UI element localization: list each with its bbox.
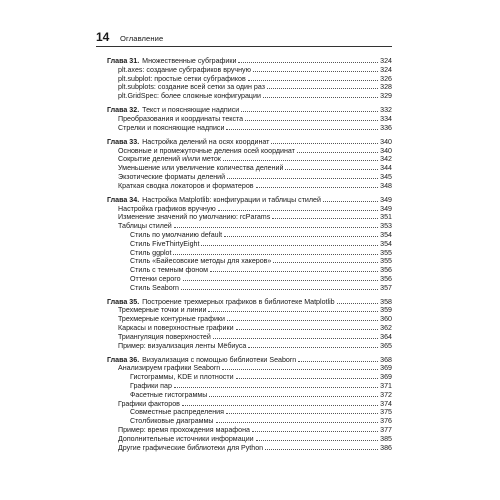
entry-page-number: 386: [380, 443, 392, 452]
chapter-title: Визуализация с помощью библиотеки Seaborn: [142, 355, 297, 364]
entry-title: Стиль с темным фоном: [130, 266, 209, 275]
entry-title: Стиль FiveThirtyEight: [130, 239, 200, 248]
toc-entry[interactable]: [107, 75, 392, 84]
toc-entry[interactable]: [107, 306, 392, 315]
toc-entry[interactable]: [107, 315, 392, 324]
chapter-page-number: 332: [380, 106, 392, 115]
entry-title: Пример: визуализация ленты Мёбиуса: [118, 341, 247, 350]
entry-title: Триангуляция поверхностей: [118, 332, 211, 341]
dot-leader: [174, 387, 378, 388]
dot-leader: [265, 449, 378, 450]
entry-page-number: 371: [380, 382, 392, 391]
toc-entry[interactable]: [107, 231, 392, 240]
entry-page-number: 359: [380, 306, 392, 315]
toc-entry[interactable]: [107, 83, 392, 92]
entry-title: Совместные распределения: [130, 408, 224, 417]
dot-leader: [183, 280, 379, 281]
toc-entry[interactable]: [107, 391, 392, 400]
entry-page-number: 355: [380, 248, 392, 257]
toc-chapter-heading[interactable]: [107, 138, 392, 147]
entry-title: Стиль Seaborn: [130, 283, 179, 292]
dot-leader: [256, 187, 379, 188]
dot-leader: [227, 178, 378, 179]
chapter-title: Текст и поясняющие надписи: [142, 106, 240, 115]
entry-title: Сокрытие делений и/или меток: [118, 155, 221, 164]
dot-leader: [226, 129, 378, 130]
dot-leader: [252, 431, 378, 432]
toc-entry[interactable]: [107, 266, 392, 275]
dot-leader: [213, 338, 378, 339]
dot-leader: [173, 254, 378, 255]
entry-page-number: 345: [380, 172, 392, 181]
entry-page-number: 324: [380, 65, 392, 74]
toc-entry[interactable]: [107, 182, 392, 191]
entry-page-number: 348: [380, 181, 392, 190]
chapter-label: Глава 33.: [107, 137, 140, 146]
entry-title: Дополнительные источники информации: [118, 434, 254, 443]
chapter-page-number: 340: [380, 137, 392, 146]
entry-title: Трехмерные контурные графики: [118, 315, 225, 324]
entry-title: Графики пар: [130, 382, 172, 391]
toc-entry[interactable]: [107, 364, 392, 373]
chapter-label: Глава 35.: [107, 297, 140, 306]
entry-page-number: 375: [380, 408, 392, 417]
chapter-title: Построение трехмерных графиков в библиотеке Matplotlib: [142, 297, 335, 306]
entry-page-number: 364: [380, 332, 392, 341]
entry-page-number: 342: [380, 155, 392, 164]
chapter-label: Глава 31.: [107, 57, 140, 65]
toc-entry[interactable]: [107, 275, 392, 284]
entry-page-number: 340: [380, 146, 392, 155]
toc-entry[interactable]: [107, 435, 392, 444]
page-number: 14: [96, 30, 110, 44]
entry-page-number: 334: [380, 114, 392, 123]
chapter-label: Глава 36.: [107, 355, 140, 364]
dot-leader: [208, 311, 378, 312]
chapter-page-number: 349: [380, 195, 392, 204]
entry-title: Трехмерные точки и линии: [118, 306, 207, 315]
entry-page-number: 354: [380, 230, 392, 239]
chapter-title: Множественные субграфики: [142, 57, 237, 65]
entry-title: Стиль ggplot: [130, 248, 172, 257]
toc-chapter-heading[interactable]: [107, 298, 392, 307]
toc-chapter: [107, 196, 392, 293]
dot-leader: [267, 88, 378, 89]
running-title: Оглавление: [120, 34, 164, 43]
toc-entry[interactable]: [107, 124, 392, 133]
entry-page-number: 344: [380, 164, 392, 173]
chapter-label: Глава 34.: [107, 195, 140, 204]
entry-page-number: 377: [380, 426, 392, 435]
chapter-label: Глава 32.: [107, 106, 140, 115]
dot-leader: [253, 71, 378, 72]
entry-title: Настройка графиков вручную: [118, 204, 216, 213]
entry-page-number: 357: [380, 283, 392, 292]
toc-entry[interactable]: [107, 373, 392, 382]
dot-leader: [256, 440, 379, 441]
dot-leader: [226, 413, 378, 414]
entry-title: Пример: время прохождения марафона: [118, 426, 250, 435]
entry-title: Уменьшение или увеличение количества делений: [118, 164, 284, 173]
running-head: [96, 30, 392, 47]
toc-chapter: [107, 356, 392, 453]
toc-chapter: [107, 106, 392, 132]
dot-leader: [201, 245, 378, 246]
dot-leader: [182, 405, 378, 406]
entry-title: Каркасы и поверхностные графики: [118, 324, 234, 333]
dot-leader: [181, 289, 378, 290]
toc-entry[interactable]: [107, 164, 392, 173]
toc-chapter-heading[interactable]: [107, 196, 392, 205]
toc-entry[interactable]: [107, 382, 392, 391]
entry-page-number: 365: [380, 341, 392, 350]
entry-title: Графики факторов: [118, 399, 180, 408]
entry-title: plt.subplots: создание всей сетки за один раз: [118, 83, 265, 92]
entry-title: Гистограммы, KDE и плотности: [130, 373, 234, 382]
entry-title: Оттенки серого: [130, 274, 181, 283]
dot-leader: [209, 396, 378, 397]
toc-entry[interactable]: [107, 147, 392, 156]
entry-title: Столбиковые диаграммы: [130, 417, 214, 426]
entry-page-number: 355: [380, 257, 392, 266]
dot-leader: [271, 143, 378, 144]
toc-chapter-heading[interactable]: [107, 356, 392, 365]
entry-title: Основные и промежуточные деления осей координат: [118, 146, 295, 155]
table-of-contents: [107, 57, 392, 458]
toc-entry[interactable]: [107, 342, 392, 351]
entry-page-number: 362: [380, 324, 392, 333]
toc-entry[interactable]: [107, 240, 392, 249]
toc-entry[interactable]: [107, 408, 392, 417]
entry-page-number: 328: [380, 83, 392, 92]
entry-page-number: 360: [380, 315, 392, 324]
entry-title: Экзотические форматы делений: [118, 172, 226, 181]
toc-entry[interactable]: [107, 444, 392, 453]
toc-chapter-heading[interactable]: [107, 57, 392, 66]
dot-leader: [224, 236, 378, 237]
dot-leader: [273, 262, 378, 263]
dot-leader: [210, 271, 378, 272]
toc-chapter: [107, 138, 392, 191]
toc-entry[interactable]: [107, 400, 392, 409]
entry-title: plt.axes: создание субграфиков вручную: [118, 65, 251, 74]
dot-leader: [236, 378, 379, 379]
dot-leader: [298, 361, 378, 362]
entry-title: plt.subplot: простые сетки субграфиков: [118, 74, 246, 83]
toc-entry[interactable]: [107, 173, 392, 182]
dot-leader: [238, 62, 378, 63]
entry-page-number: 354: [380, 239, 392, 248]
entry-title: Стрелки и поясняющие надписи: [118, 123, 225, 132]
dot-leader: [263, 97, 378, 98]
chapter-title: Настройка делений на осях координат: [142, 137, 270, 146]
entry-page-number: 349: [380, 204, 392, 213]
toc-entry[interactable]: [107, 257, 392, 266]
toc-entry[interactable]: [107, 155, 392, 164]
toc-entry[interactable]: [107, 324, 392, 333]
dot-leader: [245, 120, 378, 121]
dot-leader: [323, 201, 378, 202]
entry-title: Краткая сводка локаторов и форматеров: [118, 181, 254, 190]
toc-entry[interactable]: [107, 205, 392, 214]
entry-page-number: 336: [380, 123, 392, 132]
chapter-title: Настройка Matplotlib: конфигурации и таблицы стилей: [142, 195, 321, 204]
dot-leader: [241, 111, 378, 112]
toc-entry[interactable]: [107, 284, 392, 293]
dot-leader: [285, 169, 378, 170]
dot-leader: [222, 369, 378, 370]
toc-entry[interactable]: [107, 213, 392, 222]
toc-chapter: [107, 57, 392, 101]
dot-leader: [248, 347, 378, 348]
chapter-page-number: 358: [380, 297, 392, 306]
entry-page-number: 356: [380, 266, 392, 275]
chapter-page-number: 324: [380, 57, 392, 65]
toc-chapter: [107, 298, 392, 351]
dot-leader: [216, 422, 379, 423]
entry-page-number: 356: [380, 274, 392, 283]
toc-entry[interactable]: [107, 115, 392, 124]
entry-title: Преобразования и координаты текста: [118, 114, 244, 123]
toc-entry[interactable]: [107, 222, 392, 231]
toc-entry[interactable]: [107, 426, 392, 435]
entry-title: Анализируем графики Seaborn: [118, 364, 221, 373]
toc-entry[interactable]: [107, 92, 392, 101]
chapter-page-number: 368: [380, 355, 392, 364]
dot-leader: [337, 303, 379, 304]
entry-page-number: 374: [380, 399, 392, 408]
entry-page-number: 369: [380, 364, 392, 373]
dot-leader: [218, 210, 378, 211]
toc-chapter-heading[interactable]: [107, 106, 392, 115]
toc-entry[interactable]: [107, 417, 392, 426]
entry-title: Фасетные гистограммы: [130, 390, 208, 399]
entry-page-number: 385: [380, 434, 392, 443]
entry-title: Изменение значений по умолчанию: rcParams: [118, 213, 271, 222]
entry-page-number: 351: [380, 213, 392, 222]
dot-leader: [272, 218, 378, 219]
entry-page-number: 353: [380, 222, 392, 231]
dot-leader: [227, 320, 378, 321]
dot-leader: [248, 80, 378, 81]
entry-page-number: 326: [380, 74, 392, 83]
toc-entry[interactable]: [107, 333, 392, 342]
entry-title: Стиль по умолчанию default: [130, 230, 223, 239]
entry-page-number: 372: [380, 390, 392, 399]
dot-leader: [297, 152, 378, 153]
entry-title: Стиль «Байесовские методы для хакеров»: [130, 257, 272, 266]
entry-title: Таблицы стилей: [118, 222, 172, 231]
entry-page-number: 329: [380, 92, 392, 101]
entry-page-number: 369: [380, 373, 392, 382]
entry-title: Другие графические библиотеки для Python: [118, 443, 264, 452]
entry-title: plt.GridSpec: более сложные конфигурации: [118, 92, 261, 101]
dot-leader: [174, 227, 378, 228]
dot-leader: [236, 329, 379, 330]
toc-entry[interactable]: [107, 66, 392, 75]
toc-entry[interactable]: [107, 249, 392, 258]
entry-page-number: 376: [380, 417, 392, 426]
dot-leader: [223, 160, 378, 161]
